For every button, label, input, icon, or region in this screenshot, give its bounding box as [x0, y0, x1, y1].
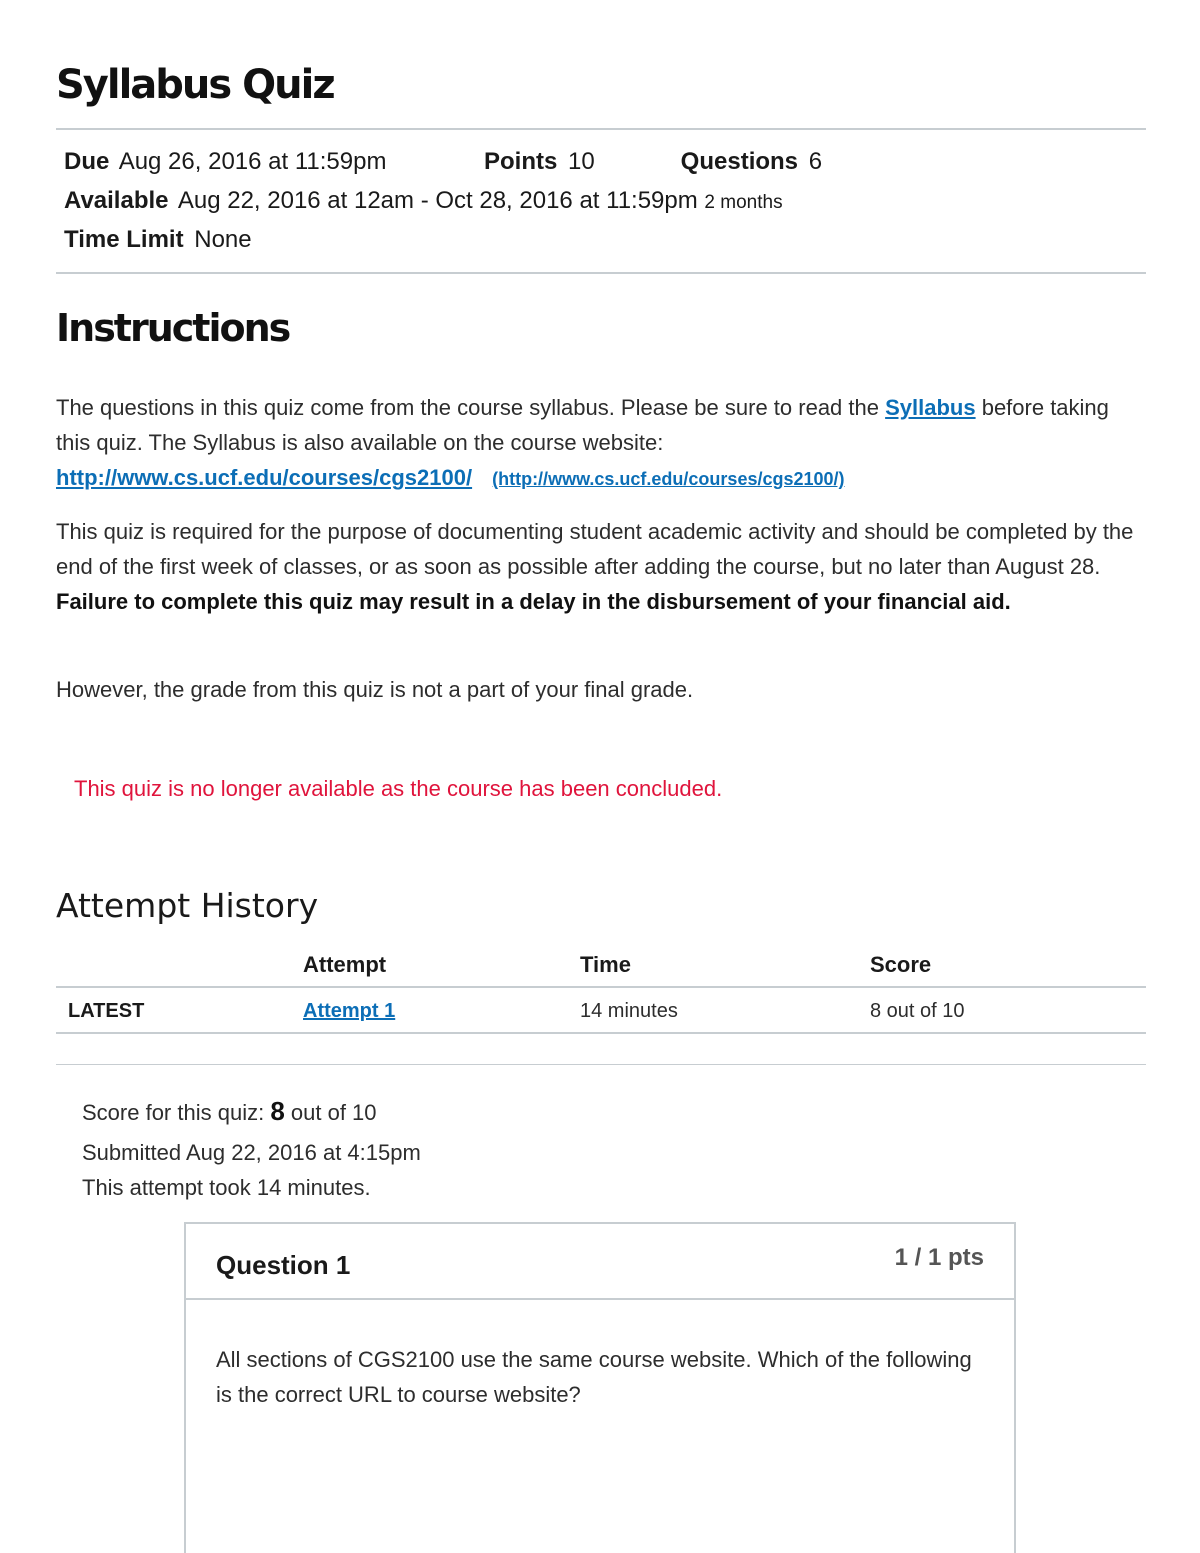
table-row-divider: [56, 1032, 1146, 1034]
available-duration: 2 months: [704, 192, 783, 213]
available-label: Available: [64, 187, 169, 214]
instructions-heading: Instructions: [56, 306, 290, 350]
score-prefix: Score for this quiz:: [82, 1100, 271, 1125]
quiz-meta-row-3: [64, 226, 252, 254]
instructions-paragraph-2: [56, 514, 1146, 619]
attempt-score: 8 out of 10: [870, 1000, 965, 1022]
score-suffix: out of 10: [284, 1100, 377, 1125]
attempt-history-heading: Attempt History: [56, 886, 319, 925]
due-value: Aug 26, 2016 at 11:59pm: [118, 148, 387, 175]
quiz-concluded-notice: This quiz is no longer available as the course has been concluded.: [74, 776, 723, 801]
questions-value: 6: [808, 148, 823, 175]
points-value: 10: [568, 148, 595, 175]
column-header-attempt: Attempt: [303, 952, 387, 977]
financial-aid-warning: Failure to complete this quiz may result in a delay in the disbursement of your financial aid.: [56, 589, 1011, 614]
time-limit-label: Time Limit: [64, 226, 184, 253]
attempt-1-link[interactable]: Attempt 1: [303, 1000, 396, 1022]
latest-label: LATEST: [68, 1000, 145, 1022]
instructions-paragraph-3: However, the grade from this quiz is not a part of your final grade.: [56, 677, 694, 702]
divider: [56, 1064, 1146, 1065]
attempt-duration: This attempt took 14 minutes.: [82, 1175, 371, 1200]
question-points: 1 / 1 pts: [894, 1244, 984, 1271]
column-header-time: Time: [580, 952, 631, 977]
instructions-text: The questions in this quiz come from the course syllabus. Please be sure to read the: [56, 395, 886, 420]
instructions-text: before taking this quiz. The Syllabus is also available on the course website:: [56, 395, 1109, 455]
points-label: Points: [484, 148, 558, 175]
question-title: Question 1: [216, 1250, 351, 1280]
submitted-time: Submitted Aug 22, 2016 at 4:15pm: [82, 1140, 421, 1165]
quiz-meta-row-1: [64, 148, 822, 176]
time-limit-value: None: [194, 226, 252, 253]
column-header-score: Score: [870, 952, 932, 977]
question-header: [186, 1224, 1014, 1300]
quiz-score: [82, 1096, 377, 1127]
quiz-meta-row-2: [64, 187, 783, 215]
due-label: Due: [64, 148, 110, 175]
instructions-text: This quiz is required for the purpose of documenting student academic activity and should be completed by the end of the first week of classes, or as soon as possible after adding the course, but no later than August 28.: [56, 519, 1134, 579]
attempt-time: 14 minutes: [580, 1000, 678, 1022]
course-website-link-paren[interactable]: (http://www.cs.ucf.edu/courses/cgs2100/): [492, 469, 845, 489]
syllabus-link[interactable]: Syllabus: [885, 395, 976, 420]
page-title: Syllabus Quiz: [56, 62, 334, 108]
question-text: All sections of CGS2100 use the same course website. Which of the following is the correct URL to course website?: [216, 1347, 972, 1407]
instructions-paragraph-1: [56, 390, 1136, 497]
course-website-link[interactable]: http://www.cs.ucf.edu/courses/cgs2100/: [56, 465, 473, 490]
divider: [56, 272, 1146, 274]
score-value: 8: [270, 1096, 285, 1126]
table-header-divider: [56, 986, 1146, 988]
divider: [56, 128, 1146, 130]
questions-label: Questions: [680, 148, 799, 175]
question-card: [184, 1222, 1016, 1553]
available-value: Aug 22, 2016 at 12am - Oct 28, 2016 at 11:59pm: [177, 187, 698, 214]
